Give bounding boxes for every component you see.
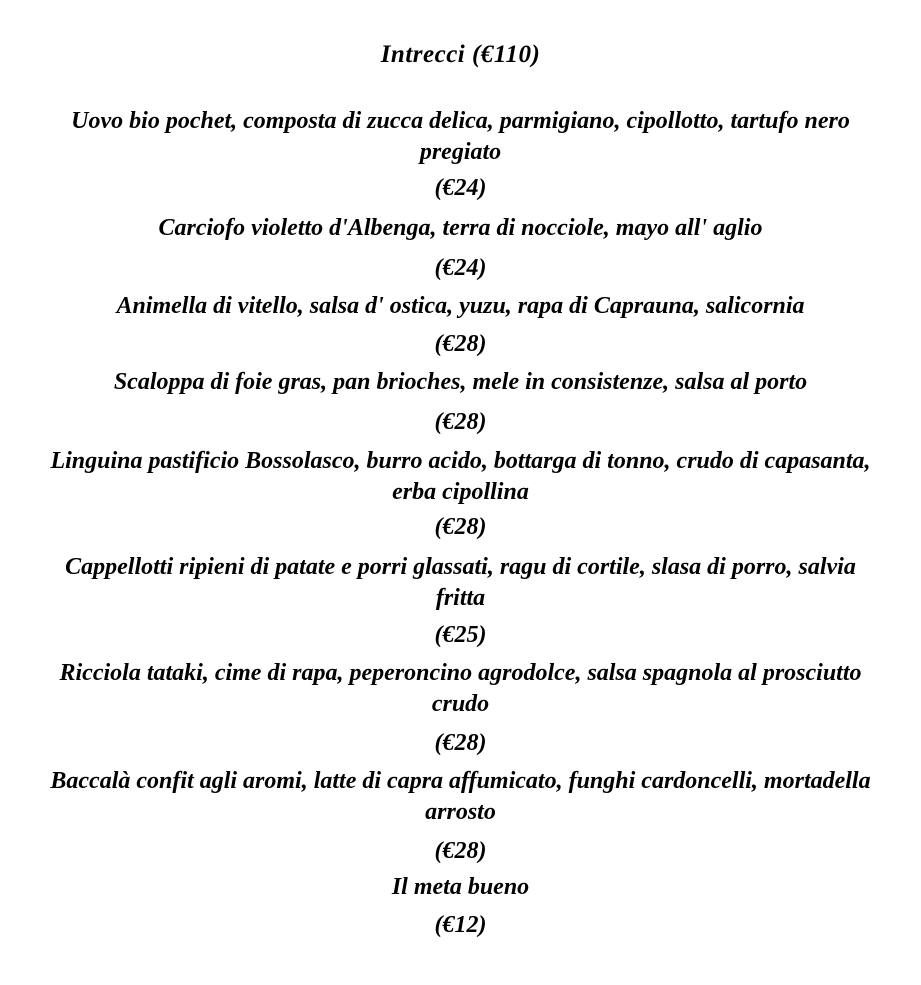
menu-item-price: (€24) — [434, 175, 487, 201]
menu-item-name: Scaloppa di foie gras, pan brioches, mele in consistenze, salsa al porto — [113, 369, 808, 395]
menu-item-name: Uovo bio pochet, composta di zucca delica, parmigiano, cipollotto, tartufo nero pregiato — [71, 108, 850, 165]
menu-item-name: Il meta bueno — [391, 874, 530, 900]
menu-item-name: Carciofo violetto d'Albenga, terra di nocciole, mayo all' aglio — [158, 215, 763, 241]
menu-item-price: (€28) — [434, 331, 487, 357]
menu-item-name: Cappellotti ripieni di patate e porri glassati, ragu di cortile, slasa di porro, salvia fritta — [65, 554, 856, 611]
menu-item-price: (€24) — [434, 255, 487, 281]
menu-item-price: (€28) — [434, 838, 487, 864]
menu-item-name: Animella di vitello, salsa d' ostica, yuzu, rapa di Caprauna, salicornia — [116, 293, 805, 319]
menu-item-name: Linguina pastificio Bossolasco, burro acido, bottarga di tonno, crudo di capasanta, erba cipollina — [50, 448, 871, 505]
menu-item-price: (€28) — [434, 514, 487, 540]
menu-item-price: (€25) — [434, 622, 487, 648]
menu-item-name: Ricciola tataki, cime di rapa, peperoncino agrodolce, salsa spagnola al prosciutto crudo — [59, 660, 862, 717]
menu-item-price: (€28) — [434, 730, 487, 756]
menu-item-price: (€28) — [434, 409, 487, 435]
menu-item-name: Baccalà confit agli aromi, latte di capra affumicato, funghi cardoncelli, mortadella arrosto — [50, 768, 871, 825]
menu-item-price: (€12) — [434, 912, 487, 938]
menu-title: Intrecci (€110) — [380, 41, 541, 68]
